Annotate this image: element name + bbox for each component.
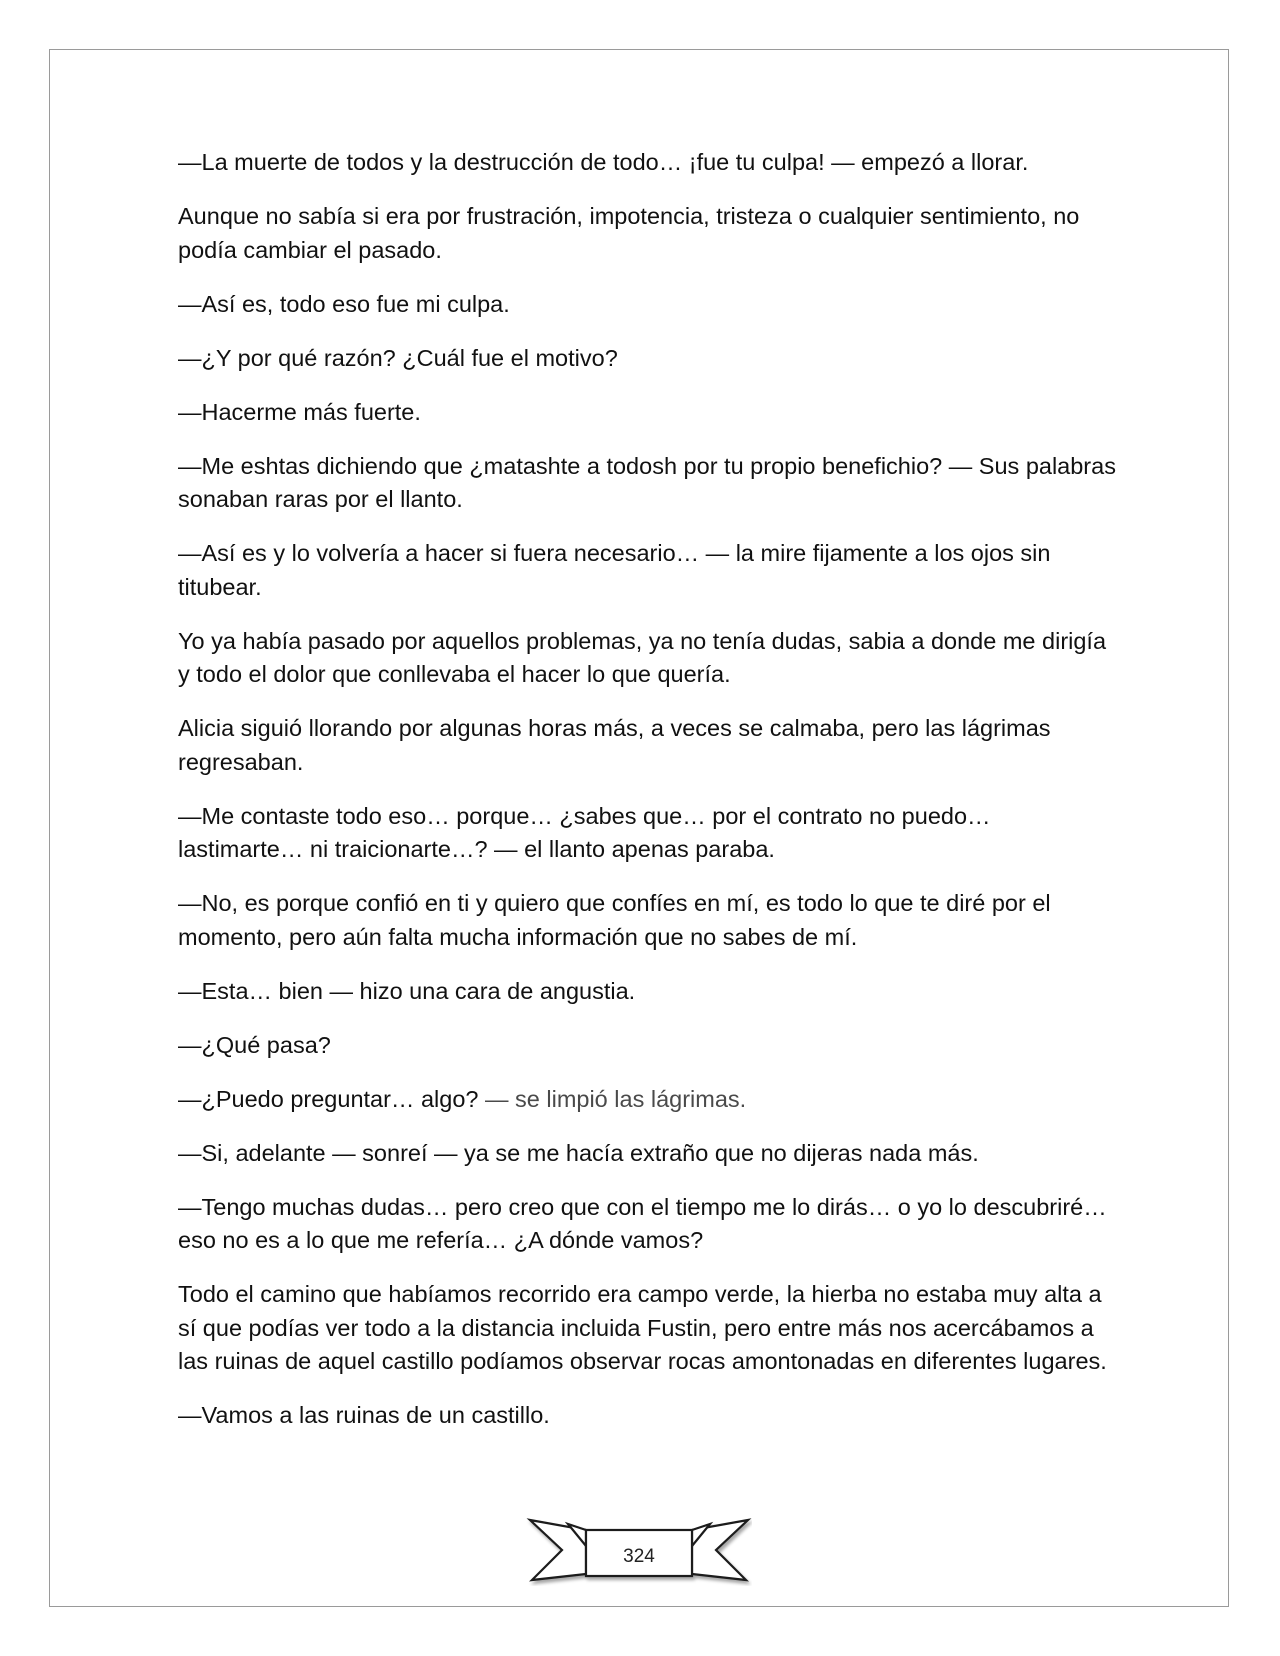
paragraph: —¿Y por qué razón? ¿Cuál fue el motivo? bbox=[178, 344, 618, 371]
paragraph: —Así es y lo volvería a hacer si fuera necesario… — la mire fijamente a los ojos sin titubear. bbox=[178, 540, 1051, 600]
paragraph: Todo el camino que habíamos recorrido era campo verde, la hierba no estaba muy alta a sí que podías ver todo a la distancia incluida Fustin, pero entre más nos acercábamos a las ruinas de aquel castillo podíamos observar rocas amontonadas en diferentes lugares. bbox=[178, 1281, 1107, 1374]
paragraph: —Me contaste todo eso… porque… ¿sabes que… por el contrato no puedo… lastimarte… ni traicionarte…? — el llanto apenas paraba. bbox=[178, 802, 991, 862]
paragraph: —La muerte de todos y la destrucción de todo… ¡fue tu culpa! — empezó a llorar. bbox=[178, 149, 1029, 175]
paragraph: —Hacerme más fuerte. bbox=[178, 398, 421, 425]
paragraph-tail: — se limpió las lágrimas. bbox=[478, 1085, 747, 1112]
paragraph: Aunque no sabía si era por frustración, impotencia, tristeza o cualquier sentimiento, no podía cambiar el pasado. bbox=[178, 203, 1080, 263]
paragraph: —¿Qué pasa? bbox=[178, 1031, 331, 1058]
paragraph: —Me eshtas dichiendo que ¿matashte a todosh por tu propio benefichio? — Sus palabras sonaban raras por el llanto. bbox=[178, 452, 1116, 512]
paragraph: —Tengo muchas dudas… pero creo que con el tiempo me lo dirás… o yo lo descubriré…eso no es a lo que me refería… ¿A dónde vamos? bbox=[178, 1193, 1107, 1253]
paragraph-main: —¿Puedo preguntar… algo? bbox=[178, 1085, 479, 1112]
paragraph bbox=[178, 1083, 1118, 1117]
paragraph: —Si, adelante — sonreí — ya se me hacía extraño que no dijeras nada más. bbox=[178, 1139, 979, 1166]
page-number: 324 bbox=[623, 1546, 655, 1567]
paragraph: —Esta… bien — hizo una cara de angustia. bbox=[178, 977, 636, 1004]
body-text bbox=[178, 146, 1118, 1453]
paragraph: —No, es porque confió en ti y quiero que confíes en mí, es todo lo que te diré por el momento, pero aún falta mucha información que no sabes de mí. bbox=[178, 890, 1051, 950]
paragraph: —Vamos a las ruinas de un castillo. bbox=[178, 1402, 550, 1428]
paragraph: —Así es, todo eso fue mi culpa. bbox=[178, 290, 510, 317]
paragraph: Yo ya había pasado por aquellos problemas, ya no tenía dudas, sabia a donde me dirigía y todo el dolor que conllevaba el hacer lo que quería. bbox=[178, 627, 1107, 687]
paragraph: Alicia siguió llorando por algunas horas más, a veces se calmaba, pero las lágrimas regresaban. bbox=[178, 715, 1051, 775]
